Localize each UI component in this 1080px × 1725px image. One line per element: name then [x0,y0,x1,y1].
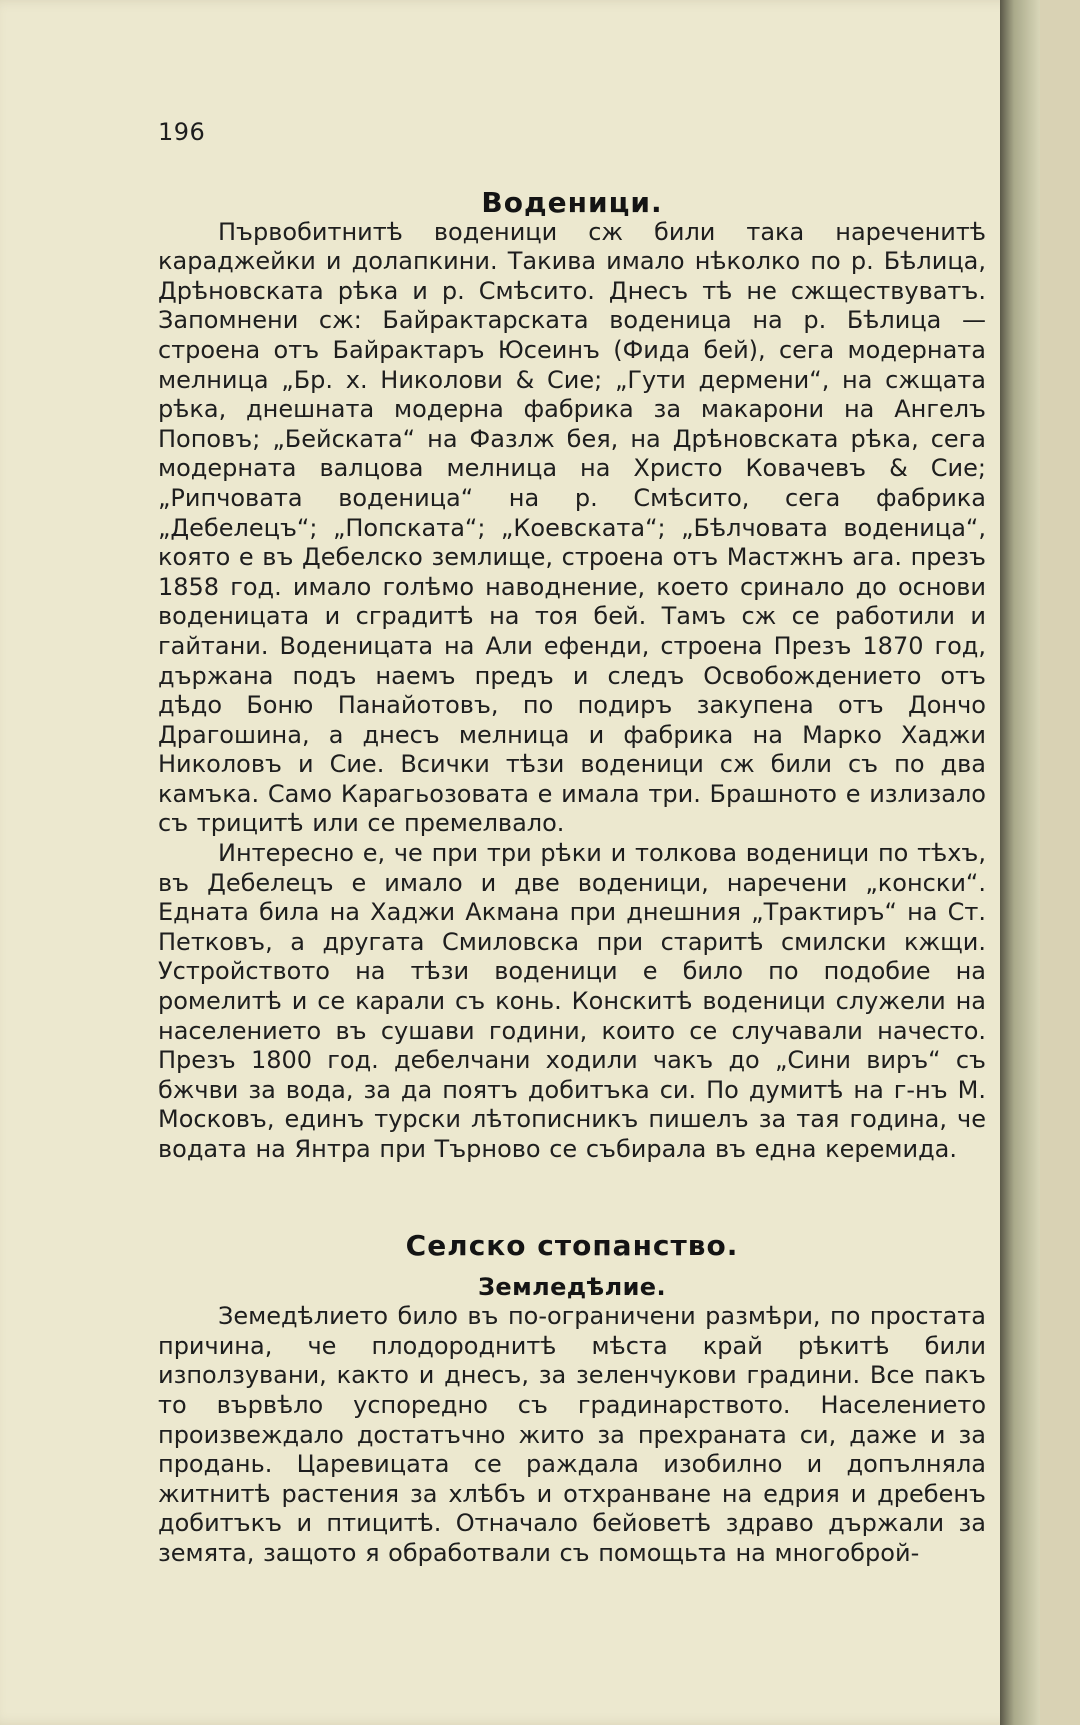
paragraph-mills-1: Първобитнитѣ воденици сж били така нареченитѣ караджейки и долапкини. Такива имало нѣколко по р. Бѣлица, Дрѣновската рѣка и р. Смѣсито. Днесъ тѣ не сжществуватъ. Запомнени сж: Байрактарската воденица на р. Бѣлица — строена отъ Байрактаръ Юсеинъ (Фида бей), сега модерната мелница „Бр. х. Николови & Сие; „Гути дермени“, на сжщата рѣка, днешната модерна фабрика за макарони на Ангелъ Поповъ; „Бейската“ на Фазлж бея, на Дрѣновската рѣка, сега модерната валцова мелница на Христо Ковачевъ & Сие; „Рипчовата воденица“ на р. Смѣсито, сега фабрика „Дебелецъ“; „Попската“; „Коевската“; „Бѣлчовата воденица“, която е въ Дебелско землище, строена отъ Мастжнъ ага. презъ 1858 год. имало голѣмо наводнение, което сринало до основи воденицата и сградитѣ на тоя бей. Тамъ сж се работили и гайтани. Воденицата на Али ефенди, строена Презъ 1870 год, държана подъ наемъ предъ и следъ Освобождението отъ дѣдо Боню Панайотовъ, по подиръ закупена отъ Дончо Драгошина, а днесъ мелница и фабрика на Марко Хаджи Николовъ и Сие. Всички тѣзи воденици сж били съ по два камъка. Само Карагьозовата е имала три. Брашното е излизало съ трицитѣ или се премелвало. [158,217,986,838]
page-edge-shadow [1000,0,1040,1725]
paragraph-farming-1: Земедѣлието било въ по-ограничени размѣри, по простата причина, че плодороднитѣ мѣста край рѣкитѣ били използувани, както и днесъ, за зеленчукови градини. Все пакъ то вървѣло успоредно съ градинарството. Населението произвеждало достатъчно жито за прехраната си, даже и за продань. Царевицата се раждала изобилно и допълняла житнитѣ растения за хлѣбъ и отхранване на едрия и дребенъ добитъкъ и птицитѣ. Отначало бейоветѣ здраво държали за земята, защото я обработвали съ помощьта на многоброй- [158,1302,986,1567]
section-agriculture [158,1231,986,1569]
section-title-mills: Воденици. [481,186,663,219]
paragraph-mills-2: Интересно е, че при три рѣки и толкова воденици по тѣхъ, въ Дебелецъ е имало и две воденици, наречени „конски“. Едната била на Хаджи Акмана при днешния „Трактиръ“ на Ст. Петковъ, а другата Смиловска при старитѣ смилски кжщи. Устройството на тѣзи воденици е било по подобие на ромелитѣ и се карали съ конь. Конскитѣ воденици служели на населението въ сушави години, които се случавали начесто. Презъ 1800 год. дебелчани ходили чакъ до „Сини виръ“ съ бжчви за вода, за да поятъ добитъка си. По думитѣ на г-нъ М. Московъ, единъ турски лѣтописникъ пишелъ за тая година, че водата на Янтра при Търново се събирала въ една керемида. [158,839,986,1163]
heading-spacer [158,1261,986,1273]
section-mills [158,188,986,1165]
section-title-agriculture: Селско стопанство. [405,1229,739,1262]
page-number: 196 [158,118,206,146]
subsection-title-farming: Земледѣлие. [477,1272,667,1301]
